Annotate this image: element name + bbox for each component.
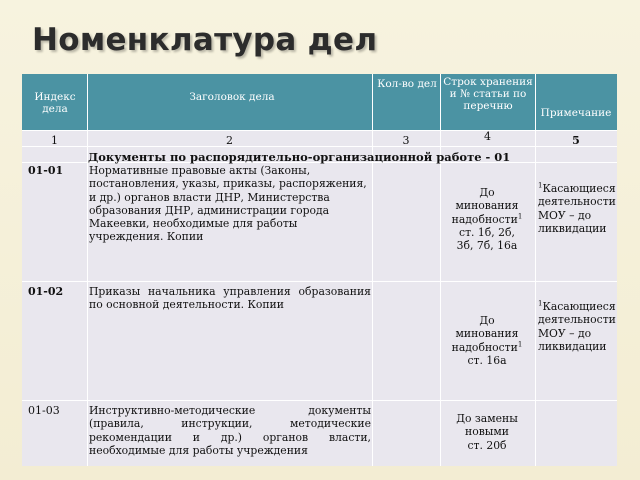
row-title: Приказы начальника управления образования по основной деятельности. Копии — [89, 285, 371, 312]
col-num-1: 1 — [51, 134, 58, 147]
slide-title: Номенклатура дел — [32, 22, 378, 58]
header-storage: Строк хранения и № статьи по перечню — [443, 76, 533, 112]
row-note: $^1$Касающиеся деятельности МОУ – до ликвидации — [538, 299, 616, 353]
col-num-5: 5 — [572, 134, 580, 147]
header-index: Индекс дела — [34, 91, 76, 115]
row-index: 01-02 — [28, 285, 64, 298]
row-note: $^1$Касающиеся деятельности МОУ – до ликвидации — [538, 181, 616, 235]
row-storage: До минования надобности$^1$ ст. 16а — [451, 314, 523, 367]
row-title: Инструктивно-методические документы (правила, инструкции, методические рекомендации и др.) органов власти, необходимые для работы учреждения — [89, 404, 371, 457]
header-note: Примечание — [540, 107, 612, 119]
col-num-3: 3 — [402, 134, 410, 147]
section-title: Документы по распорядительно-организационной работе - 01 — [88, 150, 511, 164]
header-count: Кол-во дел — [377, 78, 437, 90]
header-title: Заголовок дела — [189, 91, 275, 103]
row-storage: До минования надобности$^1$ ст. 1б, 2б, 3б, 7б, 16а — [451, 186, 523, 253]
row-title: Нормативные правовые акты (Законы, постановления, указы, приказы, распоряжения, и др.) органов власти ДНР, Министерства образования ДНР, администрации города Макеевки, необходимые для работы учреждения. Копии — [89, 164, 367, 244]
nomenclature-table — [22, 74, 617, 466]
col-num-2: 2 — [226, 134, 233, 147]
row-storage: До замены новыми ст. 20б — [456, 412, 518, 452]
col-num-4: 4 — [484, 130, 491, 143]
row-index: 01-03 — [28, 404, 60, 417]
row-index: 01-01 — [28, 164, 64, 177]
